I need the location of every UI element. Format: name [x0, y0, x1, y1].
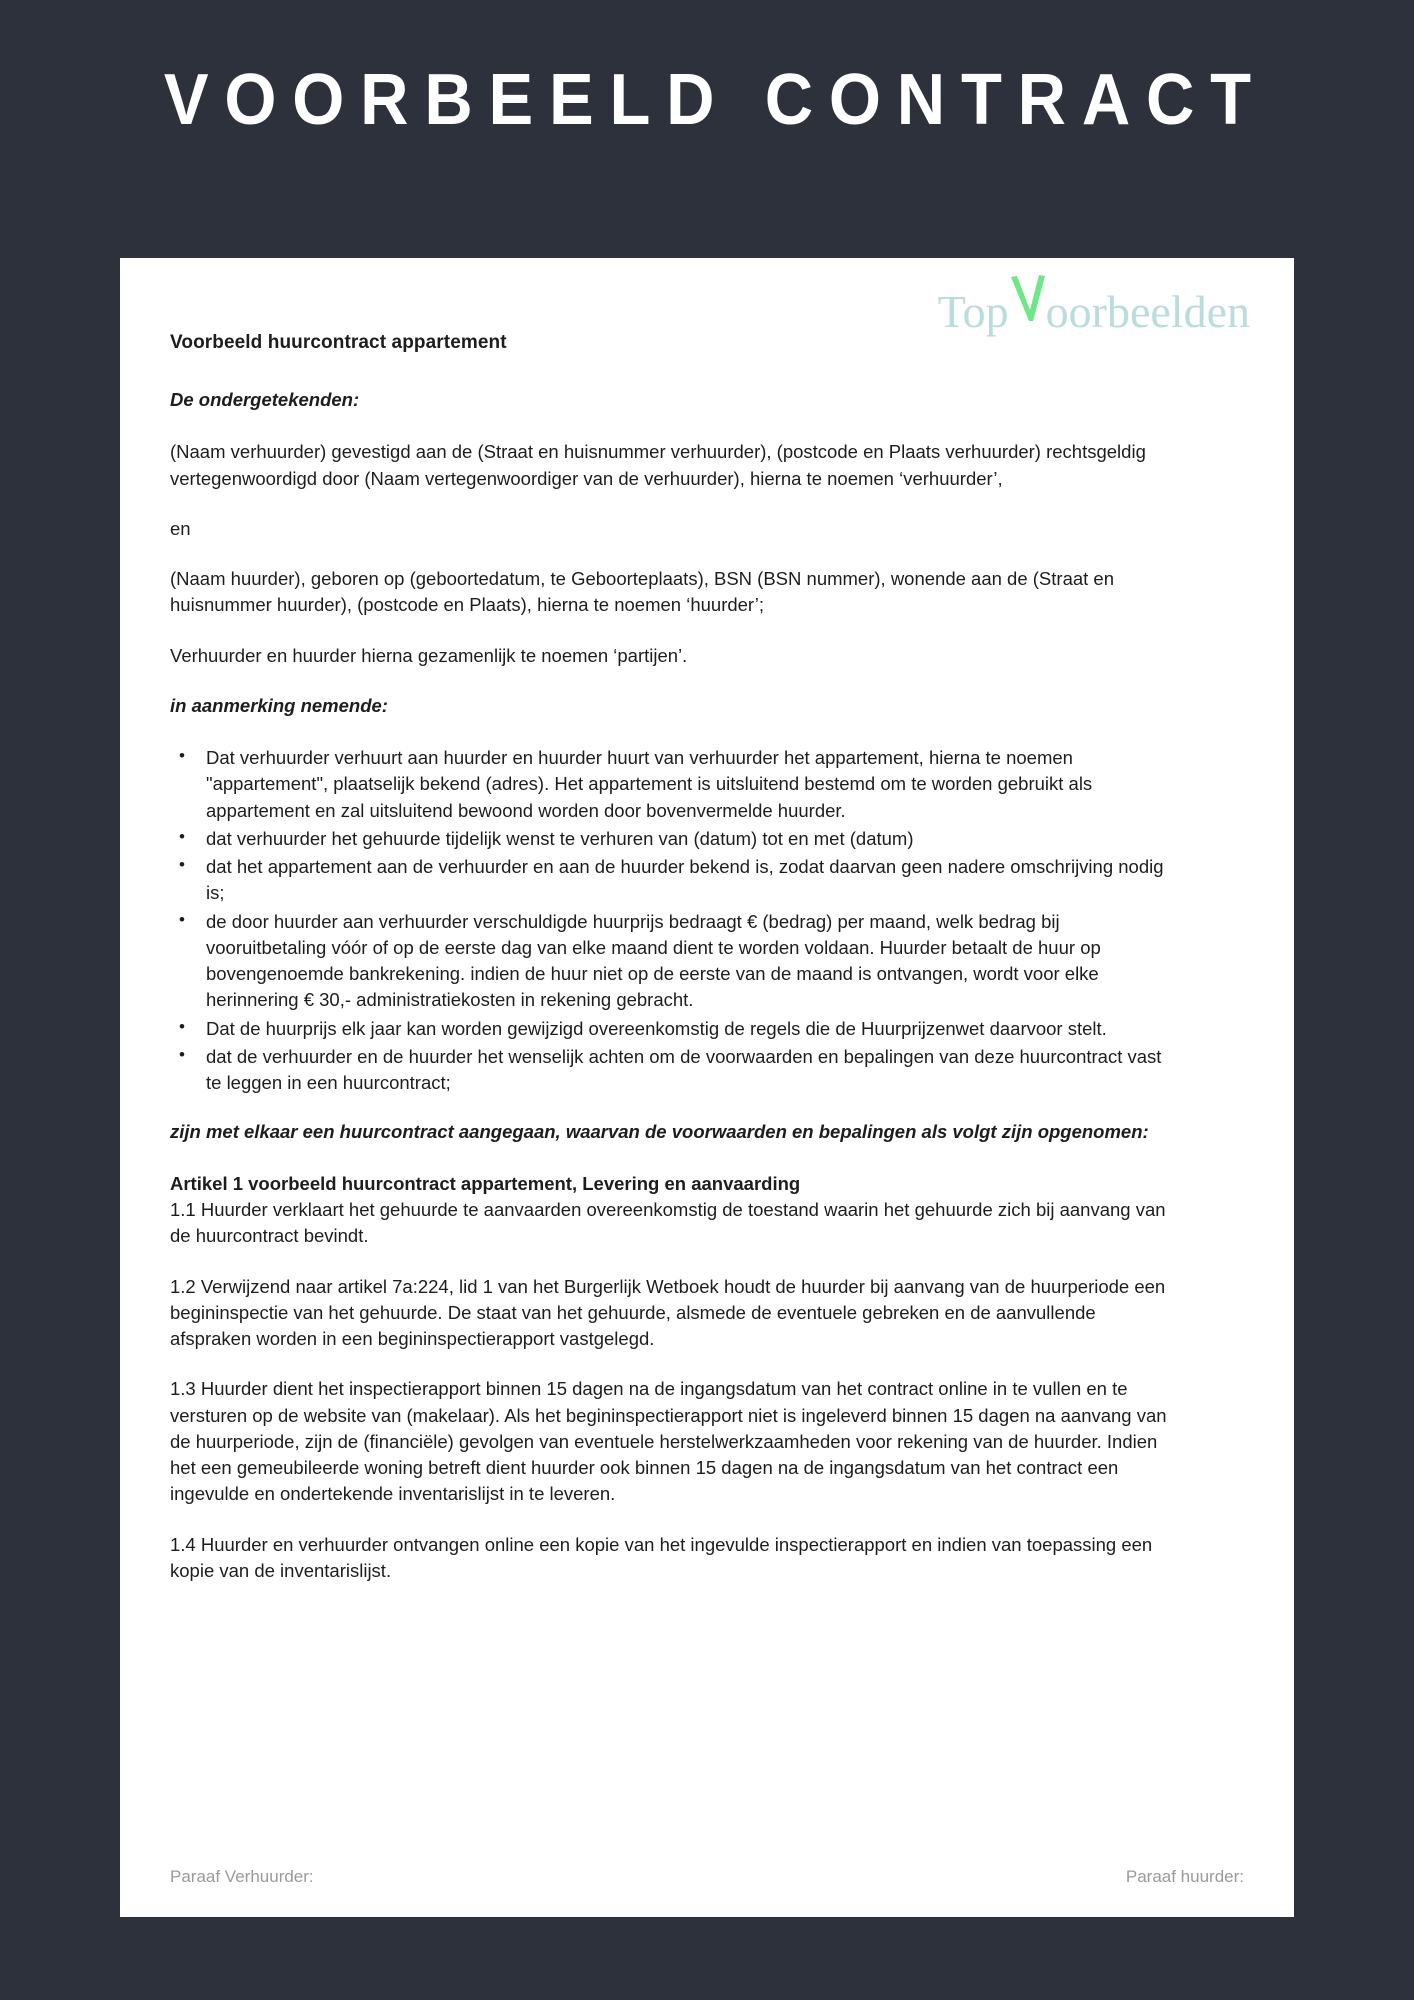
article-1-clause-1-4: 1.4 Huurder en verhuurder ontvangen online een kopie van het ingevulde inspectierapport en indien van toepassing een kopie van de inventarislijst.	[170, 1533, 1153, 1581]
undersigned-label: De ondergetekenden:	[170, 388, 360, 410]
article-1-clause-1-1: 1.1 Huurder verklaart het gehuurde te aanvaarden overeenkomstig de toestand waarin het gehuurde zich bij aanvang van de huurcontract bevindt.	[170, 1199, 1166, 1247]
article-1-clause-1-2-block	[170, 1274, 1170, 1353]
tenant-paragraph: (Naam huurder), geboren op (geboortedatum, te Geboorteplaats), BSN (BSN nummer), wonende aan de (Straat en huisnummer huurder), (postcode en Plaats), hierna te noemen ‘huurder’;	[170, 568, 1115, 616]
article-1-block	[170, 1171, 1170, 1250]
article-1-clause-1-3: 1.3 Huurder dient het inspectierapport binnen 15 dagen na de ingangsdatum van het contract online in te vullen en te versturen op de website van (makelaar). Als het begininspectierapport niet is ingeleverd binnen 15 dagen na aanvang van de huurperiode, zijn de (financiële) gevolgen van eventuele herstelwerkzaamheden voor rekening van de huurder. Indien het een gemeubileerde woning betreft dient huurder ook binnen 15 dagen na de ingangsdatum van het contract een ingevulde en ondertekende inventarislijst in te leveren.	[170, 1378, 1167, 1505]
article-1-clause-1-2: 1.2 Verwijzend naar artikel 7a:224, lid 1 van het Burgerlijk Wetboek houdt de huurder bij aanvang van de huurperiode een begininspectie van het gehuurde. De staat van het gehuurde, alsmede de eventuele gebreken en de aanvullende afspraken worden in een begininspectierapport vastgelegd.	[170, 1275, 1166, 1350]
paraaf-verhuurder-label: Paraaf Verhuurder:	[170, 1867, 314, 1886]
agreement-paragraph: zijn met elkaar een huurcontract aangegaan, waarvan de voorwaarden en bepalingen als volgt zijn opgenomen:	[170, 1120, 1149, 1142]
considerations-list	[170, 745, 1170, 1096]
conjunction-en: en	[170, 517, 191, 539]
parties-paragraph: Verhuurder en huurder hierna gezamenlijk te noemen ‘partijen’.	[170, 644, 688, 666]
article-1-clause-1-4-block	[170, 1532, 1170, 1585]
banner-title-text: VOORBEELD CONTRACT	[163, 60, 1267, 140]
logo-text-top: Top	[937, 286, 1009, 337]
list-item: • de door huurder aan verhuurder verschuldigde huurprijs bedraagt € (bedrag) per maand, welk bedrag bij vooruitbetaling vóór of op de eerste dag van elke maand dient te worden voldaan. Huurder betaalt de huur op bovengenoemde bankrekening. indien de huur niet op de eerste van de maand is ontvangen, wordt voor elke herinnering € 30,- administratiekosten in rekening gebracht.	[170, 909, 1170, 1014]
article-1-clause-1-3-block	[170, 1376, 1170, 1507]
article-1-title: Artikel 1 voorbeeld huurcontract appartement, Levering en aanvaarding	[170, 1172, 801, 1194]
topvoorbeelden-logo	[938, 281, 1250, 337]
document-footer	[170, 1867, 1244, 1887]
list-item: • dat het appartement aan de verhuurder en aan de huurder bekend is, zodat daarvan geen nadere omschrijving nodig is;	[170, 854, 1170, 907]
green-check-v-icon	[1007, 281, 1049, 327]
landlord-paragraph: (Naam verhuurder) gevestigd aan de (Straat en huisnummer verhuurder), (postcode en Plaats verhuurder) rechtsgeldig vertegenwoordigd door (Naam vertegenwoordiger van de verhuurder), hierna te noemen ‘verhuurder’,	[170, 441, 1146, 489]
list-item: • dat verhuurder het gehuurde tijdelijk wenst te verhuren van (datum) tot en met (datum)	[170, 826, 1170, 852]
document-body	[170, 330, 1170, 1608]
list-item: • Dat de huurprijs elk jaar kan worden gewijzigd overeenkomstig de regels die de Huurprijzenwet daarvoor stelt.	[170, 1016, 1170, 1042]
list-item: • Dat verhuurder verhuurt aan huurder en huurder huurt van verhuurder het appartement, hierna te noemen "appartement", plaatselijk bekend (adres). Het appartement is uitsluitend bestemd om te worden gebruikt als appartement en zal uitsluitend bewoond worden door bovenvermelde huurder.	[170, 745, 1170, 824]
logo-text-voorbeelden: oorbeelden	[1045, 286, 1250, 337]
list-item: • dat de verhuurder en de huurder het wenselijk achten om de voorwaarden en bepalingen van deze huurcontract vast te leggen in een huurcontract;	[170, 1044, 1170, 1097]
document-page	[120, 258, 1294, 1917]
document-heading: Voorbeeld huurcontract appartement	[170, 332, 507, 353]
paraaf-huurder-label: Paraaf huurder:	[1125, 1867, 1244, 1886]
considering-label: in aanmerking nemende:	[170, 694, 388, 716]
banner-title	[0, 0, 1414, 200]
